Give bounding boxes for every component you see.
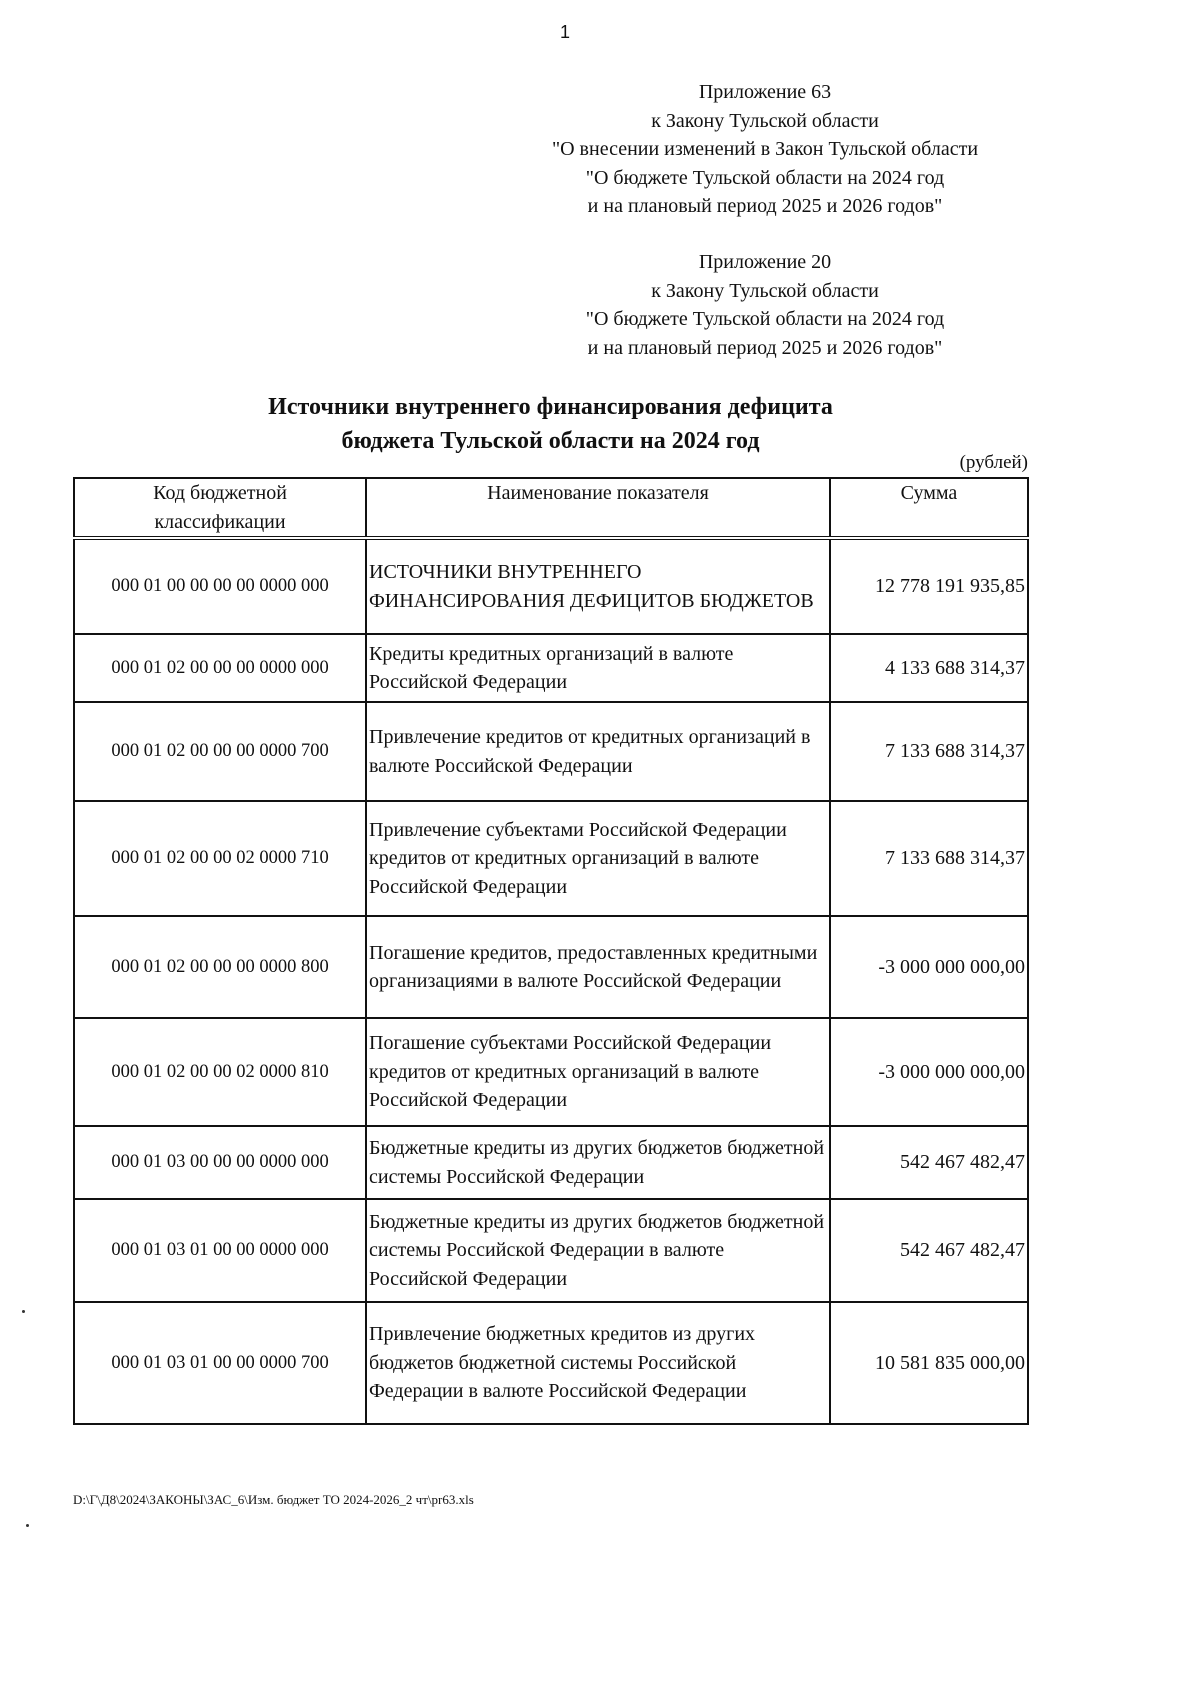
scan-speck [22, 1310, 25, 1313]
cell-sum: 542 467 482,47 [830, 1126, 1028, 1199]
title-line: бюджета Тульской области на 2024 год [341, 428, 760, 454]
table-row [74, 1302, 1028, 1424]
cell-name: Кредиты кредитных организаций в валюте Российской Федерации [366, 634, 830, 702]
cell-name: ИСТОЧНИКИ ВНУТРЕННЕГО ФИНАНСИРОВАНИЯ ДЕФИЦИТОВ БЮДЖЕТОВ [366, 538, 830, 634]
title-line: Источники внутреннего финансирования дефицита [268, 394, 833, 420]
cell-sum: 542 467 482,47 [830, 1199, 1028, 1302]
appendix-line: к Закону Тульской области [651, 109, 879, 132]
appendix-line: и на плановый период 2025 и 2026 годов" [587, 336, 943, 359]
document-title [73, 390, 1028, 458]
table-row [74, 634, 1028, 702]
table-row [74, 1199, 1028, 1302]
scan-speck [26, 1524, 29, 1527]
appendix-line: к Закону Тульской области [651, 279, 879, 302]
cell-name: Привлечение бюджетных кредитов из других бюджетов бюджетной системы Российской Федерации в валюте Российской Федерации [366, 1302, 830, 1424]
unit-label: (рублей) [959, 452, 1028, 473]
cell-code: 000 01 02 00 00 00 0000 000 [74, 634, 366, 702]
appendix-line: "О внесении изменений в Закон Тульской области [551, 138, 979, 160]
appendix-63-header [500, 78, 1030, 221]
cell-sum: -3 000 000 000,00 [830, 1018, 1028, 1126]
cell-code: 000 01 00 00 00 00 0000 000 [74, 538, 366, 634]
file-path-footer: D:\Г\Д8\2024\ЗАКОНЫ\ЗАС_6\Изм. бюджет ТО 2024-2026_2 чт\pr63.xls [73, 1492, 474, 1507]
cell-sum: -3 000 000 000,00 [830, 916, 1028, 1018]
appendix-line: Приложение 20 [698, 251, 832, 273]
cell-code: 000 01 03 00 00 00 0000 000 [74, 1126, 366, 1199]
appendix-20-header [500, 248, 1030, 362]
appendix-line: "О бюджете Тульской области на 2024 год [585, 166, 945, 189]
table-row [74, 1126, 1028, 1199]
cell-name: Привлечение субъектами Российской Федерации кредитов от кредитных организаций в валюте Российской Федерации [366, 801, 830, 916]
appendix-line: и на плановый период 2025 и 2026 годов" [587, 195, 943, 217]
table-row [74, 538, 1028, 634]
cell-code: 000 01 02 00 00 00 0000 700 [74, 702, 366, 801]
table-header-row [74, 478, 1028, 538]
header-code: Код бюджетной классификации [74, 478, 366, 538]
cell-name: Бюджетные кредиты из других бюджетов бюджетной системы Российской Федерации в валюте Российской Федерации [366, 1199, 830, 1302]
appendix-line: Приложение 63 [698, 81, 832, 103]
appendix-line: "О бюджете Тульской области на 2024 год [585, 308, 945, 330]
cell-name: Привлечение кредитов от кредитных организаций в валюте Российской Федерации [366, 702, 830, 801]
cell-sum: 4 133 688 314,37 [830, 634, 1028, 702]
cell-sum: 12 778 191 935,85 [830, 538, 1028, 634]
cell-code: 000 01 03 01 00 00 0000 000 [74, 1199, 366, 1302]
cell-code: 000 01 02 00 00 02 0000 710 [74, 801, 366, 916]
table-row [74, 702, 1028, 801]
cell-code: 000 01 03 01 00 00 0000 700 [74, 1302, 366, 1424]
cell-code: 000 01 02 00 00 00 0000 800 [74, 916, 366, 1018]
page-number: 1 [559, 22, 570, 42]
cell-name: Бюджетные кредиты из других бюджетов бюджетной системы Российской Федерации [366, 1126, 830, 1199]
financing-sources-table [73, 477, 1029, 1425]
cell-sum: 10 581 835 000,00 [830, 1302, 1028, 1424]
cell-name: Погашение субъектами Российской Федерации кредитов от кредитных организаций в валюте Российской Федерации [366, 1018, 830, 1126]
table-row [74, 1018, 1028, 1126]
cell-name: Погашение кредитов, предоставленных кредитными организациями в валюте Российской Федерации [366, 916, 830, 1018]
header-name: Наименование показателя [366, 478, 830, 538]
cell-sum: 7 133 688 314,37 [830, 702, 1028, 801]
cell-code: 000 01 02 00 00 02 0000 810 [74, 1018, 366, 1126]
table-row [74, 916, 1028, 1018]
header-sum: Сумма [830, 478, 1028, 538]
table-row [74, 801, 1028, 916]
cell-sum: 7 133 688 314,37 [830, 801, 1028, 916]
